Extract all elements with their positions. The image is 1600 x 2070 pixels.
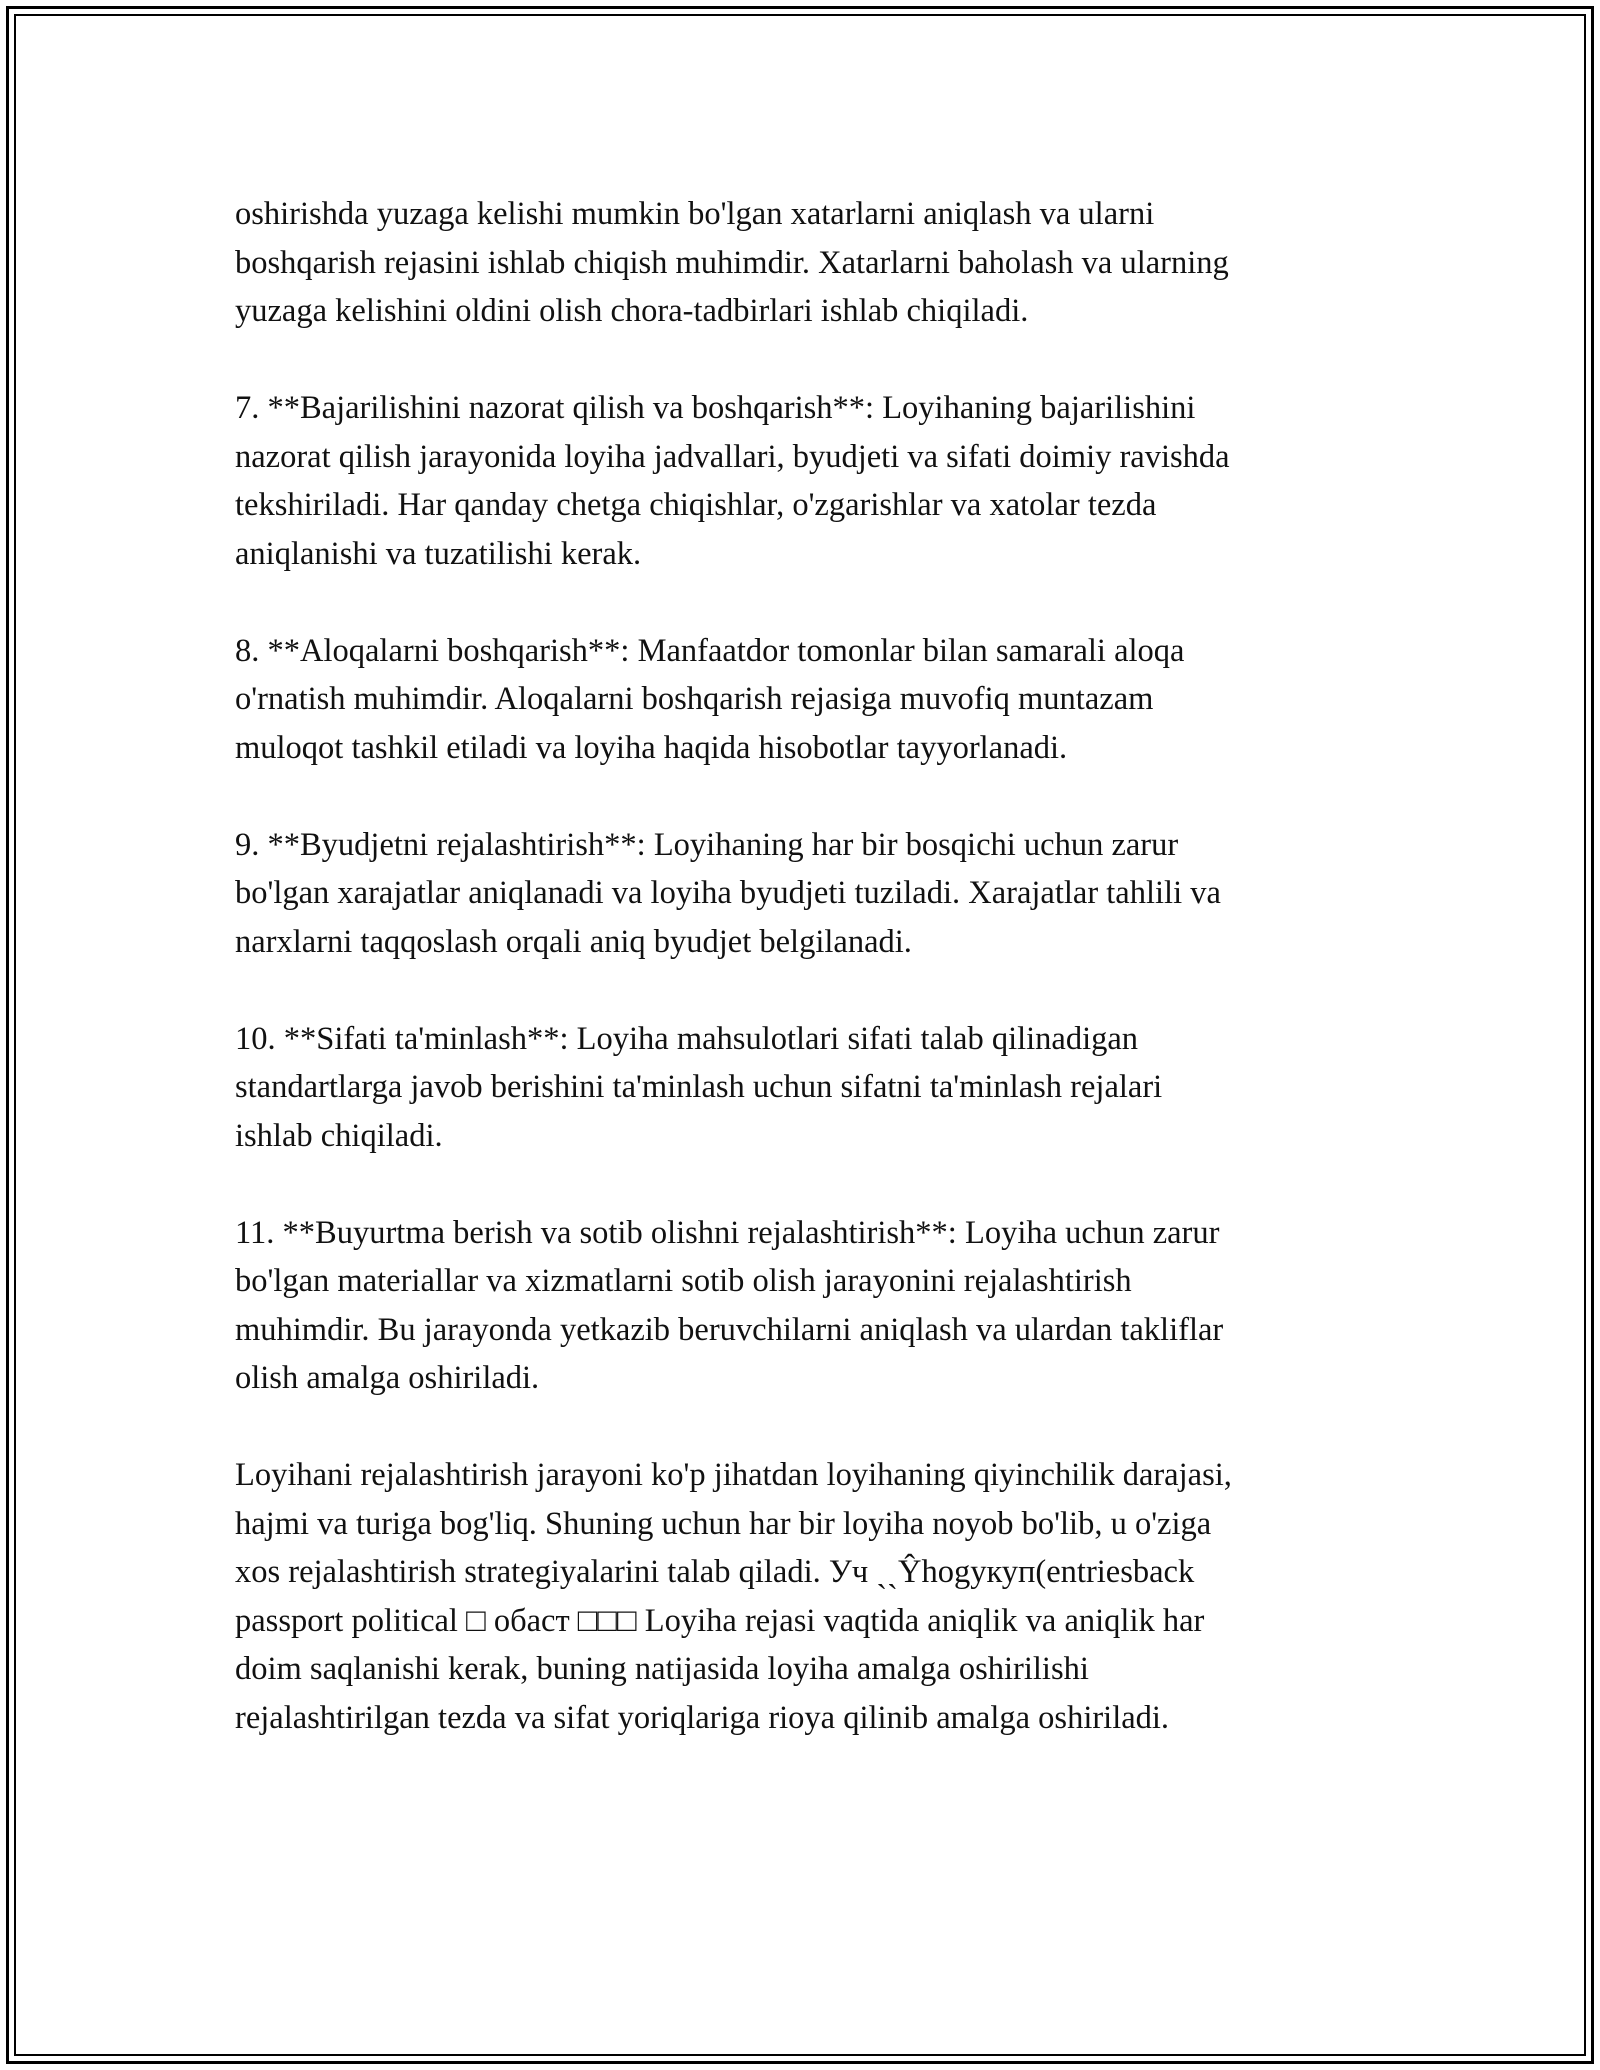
paragraph-11-procurement: 11. **Buyurtma berish va sotib olishni rejalashtirish**: Loyiha uchun zarur bo'lgan materiallar va xizmatlarni sotib olish jarayonini rejalashtirish muhimdir. Bu jarayonda yetkazib beruvchilarni aniqlash va ulardan takliflar olish amalga oshiriladi. [235, 1214, 1224, 1396]
paragraph-7-execution-control: 7. **Bajarilishini nazorat qilish va boshqarish**: Loyihaning bajarilishini nazorat qilish jarayonida loyiha jadvallari, byudjeti va sifati doimiy ravishda tekshiriladi. Har qanday chetga chiqishlar, o'zgarishlar va xatolar tezda aniqlanishi va tuzatilishi kerak. [235, 390, 1230, 572]
paragraph-conclusion: Loyihani rejalashtirish jarayoni ko'p jihatdan loyihaning qiyinchilik darajasi, hajmi va turiga bog'liq. Shuning uchun har bir loyiha noyob bo'lib, u o'ziga xos rejalashtirish strategiyalarini talab qiladi. Уч ˏˏŶhogyкуп(entriesback passport political □ обаст □□□ Loyiha rejasi vaqtida aniqlik va aniqlik har doim saqlanishi kerak, buning natijasida loyiha amalga oshirilishi rejalashtirilgan tezda va sifat yoriqlariga rioya qilinib amalga oshiriladi. [235, 1457, 1232, 1736]
paragraph-8-communications: 8. **Aloqalarni boshqarish**: Manfaatdor tomonlar bilan samarali aloqa o'rnatish muhimdir. Aloqalarni boshqarish rejasiga muvofiq muntazam muloqot tashkil etiladi va loyiha haqida hisobotlar tayyorlanadi. [235, 632, 1185, 766]
paragraph-10-quality-assurance: 10. **Sifati ta'minlash**: Loyiha mahsulotlari sifati talab qilinadigan standartlarga javob berishini ta'minlash uchun sifatni ta'minlash rejalari ishlab chiqiladi. [235, 1020, 1163, 1154]
document-body [235, 190, 1370, 1742]
paragraph-9-budget-planning: 9. **Byudjetni rejalashtirish**: Loyihaning har bir bosqichi uchun zarur bo'lgan xarajatlar aniqlanadi va loyiha byudjeti tuziladi. Xarajatlar tahlili va narxlarni taqqoslash orqali aniq byudjet belgilanadi. [235, 826, 1221, 960]
paragraph-risk-management: oshirishda yuzaga kelishi mumkin bo'lgan xatarlarni aniqlash va ularni boshqarish rejasini ishlab chiqish muhimdir. Xatarlarni baholash va ularning yuzaga kelishini oldini olish chora-tadbirlari ishlab chiqiladi. [235, 196, 1229, 329]
